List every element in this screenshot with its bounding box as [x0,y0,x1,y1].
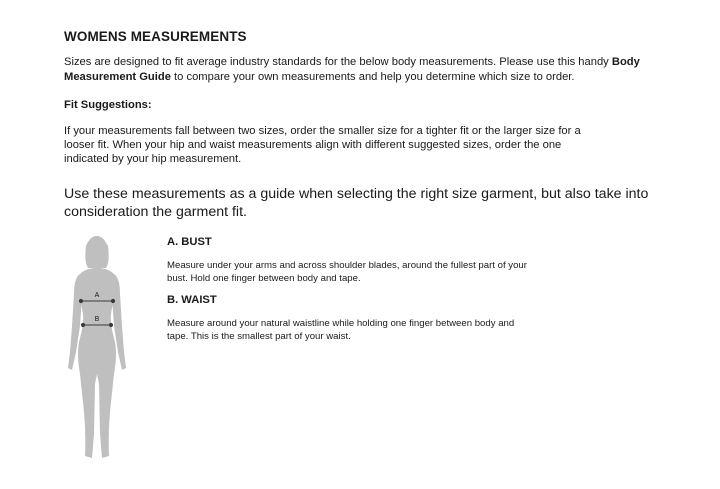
page-title: WOMENS MEASUREMENTS [64,29,247,44]
body-figure-illustration [62,234,132,466]
intro-text-before: Sizes are designed to fit average industry standards for the below body measurements. Please use this handy [64,56,612,68]
waist-description: Measure around your natural waistline while holding one finger between body and tape. This is the smallest part of your waist. [167,318,515,342]
marker-a-label: A [94,292,100,299]
intro-text-after: to compare your own measurements and help you determine which size to order. [170,70,575,83]
intro-paragraph [64,55,664,84]
marker-b-label: B [94,316,100,323]
guide-statement: Use these measurements as a guide when selecting the right size garment, but also take into consideration the garment fit. [64,186,649,220]
female-silhouette-icon [68,236,126,458]
fit-suggestions-heading: Fit Suggestions: [64,99,152,111]
bust-heading: A. BUST [167,236,212,248]
fit-suggestions-body: If your measurements fall between two sizes, order the smaller size for a tighter fit or the larger size for a looser fit. When your hip and waist measurements align with different suggested sizes, order the one indicated by your hip measurement. [64,125,581,166]
body-measurement-guide-label: Body Measurement Guide [64,56,640,83]
bust-description: Measure under your arms and across shoulder blades, around the fullest part of your bust. Hold one finger between body and tape. [167,260,527,284]
waist-heading: B. WAIST [167,294,217,306]
